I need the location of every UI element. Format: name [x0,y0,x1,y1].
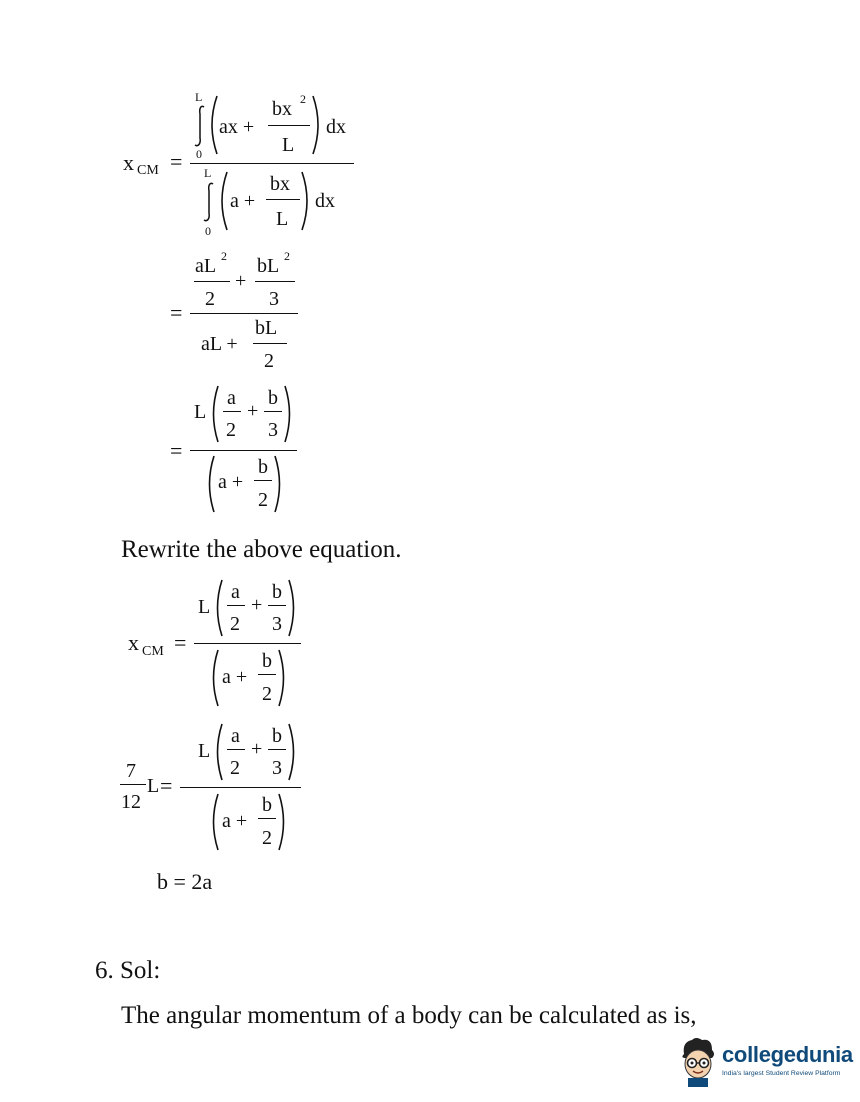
denominator-2: 2 [258,489,268,511]
integral-lower-limit: 0 [205,224,211,238]
left-paren-icon [208,648,220,708]
fraction-bar [194,643,301,644]
integral-sign-icon [202,181,216,223]
xcm-x: x [123,150,134,175]
fraction-bar [190,163,354,164]
fraction-bar [190,450,297,451]
mascot-icon [676,1036,720,1088]
denominator-L: L [276,208,289,230]
denominator-12: 12 [121,791,141,813]
left-paren-icon [212,578,224,638]
numerator-b: b [272,725,282,747]
exponent-2: 2 [221,249,227,263]
right-paren-icon [277,648,289,708]
exponent-2: 2 [284,249,290,263]
plus-sign: + [247,400,259,422]
denominator-2: 2 [205,288,215,310]
denominator-L: L [282,134,295,156]
plus-sign: + [235,270,247,292]
fraction-bar [120,784,146,785]
fraction-bar [254,480,272,481]
collegedunia-logo [676,1034,856,1094]
right-paren-icon [273,454,285,514]
fraction-bar [268,125,310,126]
rewrite-sentence: Rewrite the above equation. [121,536,402,563]
equals-sign: = [170,149,183,174]
plus-sign: + [251,594,263,616]
fraction-bar [266,199,300,200]
term-bx: bx [270,173,290,195]
denominator-3: 3 [272,757,282,779]
left-paren-icon [208,792,220,852]
right-paren-icon [311,94,325,156]
numerator-7: 7 [126,760,136,782]
left-paren-icon [215,170,229,232]
denominator-2: 2 [230,757,240,779]
term-ax-plus: ax + [219,116,255,138]
integral-upper-limit: L [195,90,203,104]
left-paren-icon [212,722,224,782]
term-bx: bx [272,98,292,120]
exponent-2: 2 [300,92,306,106]
fraction-bar [258,674,276,675]
right-paren-icon [287,722,299,782]
numerator-b: b [258,456,268,478]
fraction-bar [253,343,287,344]
fraction-bar [255,281,295,282]
numerator-b: b [262,794,272,816]
right-paren-icon [300,170,314,232]
denominator-2: 2 [226,419,236,441]
xcm-subscript: CM [137,163,159,178]
term-a-plus: a + [222,666,248,688]
term-aL-plus: aL + [201,333,238,355]
factor-L: L [194,401,207,423]
plus-sign: + [251,738,263,760]
term-bL: bL [257,255,280,277]
denominator-2: 2 [264,350,274,372]
right-paren-icon [277,792,289,852]
left-paren-icon [204,454,216,514]
fraction-bar [194,281,230,282]
factor-L: L [147,775,160,797]
denominator-2: 2 [230,613,240,635]
factor-L: L [198,740,211,762]
term-aL: aL [195,255,217,277]
denominator-2: 2 [262,683,272,705]
numerator-b: b [268,387,278,409]
factor-L: L [198,596,211,618]
logo-wordmark: collegedunia [722,1042,853,1067]
left-paren-icon [205,94,219,156]
denominator-2: 2 [262,827,272,849]
fraction-bar [227,749,245,750]
equals-sign: = [170,438,183,463]
term-a-plus: a + [218,471,244,493]
right-paren-icon [283,384,295,444]
fraction-bar [190,313,298,314]
numerator-a: a [227,387,236,409]
equals-sign: = [174,630,187,655]
fraction-bar [258,818,276,819]
integral-upper-limit: L [204,166,212,180]
numerator-a: a [231,725,240,747]
right-paren-icon [287,578,299,638]
xcm-subscript: CM [142,644,164,659]
fraction-bar [223,411,241,412]
term-dx: dx [326,116,346,138]
fraction-bar [264,411,282,412]
equals-sign: = [170,300,183,325]
result-b-equals-2a: b = 2a [157,869,213,894]
denominator-3: 3 [269,288,279,310]
solution-heading: 6. Sol: [95,957,161,984]
fraction-bar [180,787,301,788]
term-a-plus: a + [222,810,248,832]
fraction-bar [227,605,245,606]
angular-momentum-sentence: The angular momentum of a body can be calculated as is, [121,1002,697,1029]
integral-lower-limit: 0 [196,147,202,161]
logo-tagline: India's largest Student Review Platform [722,1070,841,1077]
numerator-b: b [262,650,272,672]
term-bL: bL [255,317,278,339]
numerator-b: b [272,581,282,603]
fraction-bar [268,749,286,750]
left-paren-icon [208,384,220,444]
xcm-x: x [128,630,139,655]
fraction-bar [268,605,286,606]
term-a-plus: a + [230,190,256,212]
denominator-3: 3 [268,419,278,441]
term-dx: dx [315,190,335,212]
denominator-3: 3 [272,613,282,635]
numerator-a: a [231,581,240,603]
equals-sign: = [160,773,173,798]
